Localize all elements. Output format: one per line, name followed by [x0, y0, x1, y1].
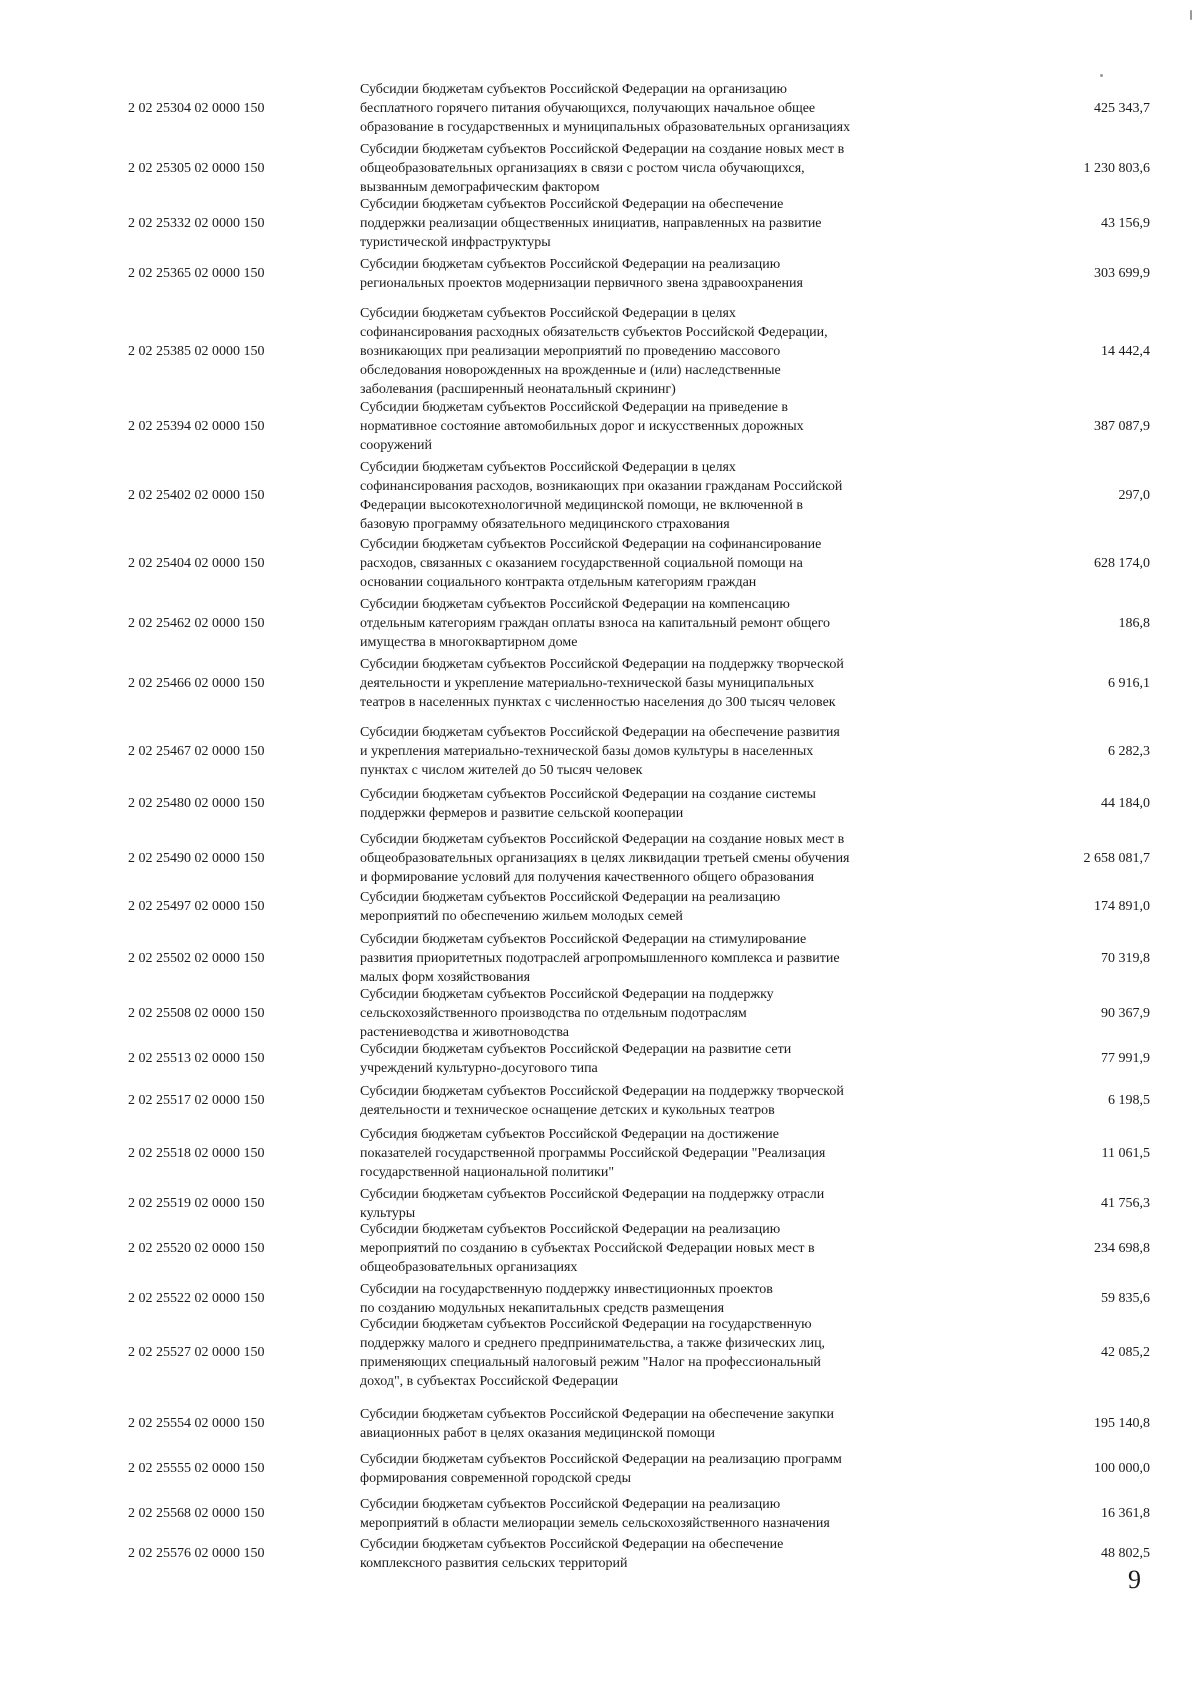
description-line: Субсидии бюджетам субъектов Российской Федерации на приведение в	[360, 400, 789, 415]
subsidy-description	[360, 1535, 940, 1573]
description-line: вызванным демографическим фактором	[360, 180, 600, 195]
amount: 6 282,3	[1108, 743, 1150, 759]
scan-artifact	[1100, 74, 1103, 77]
budget-code: 2 02 25305 02 0000 150	[128, 160, 265, 176]
subsidy-description	[360, 1495, 940, 1533]
table-row	[0, 1125, 1200, 1182]
budget-code: 2 02 25304 02 0000 150	[128, 100, 265, 116]
table-row	[0, 80, 1200, 137]
table-row	[0, 595, 1200, 652]
description-line: заболевания (расширенный неонатальный скрининг)	[360, 382, 676, 397]
budget-code: 2 02 25522 02 0000 150	[128, 1291, 265, 1306]
description-line: Субсидии бюджетам субъектов Российской Федерации на обеспечение	[360, 1537, 784, 1552]
budget-code: 2 02 25497 02 0000 150	[128, 899, 265, 914]
description-line: нормативное состояние автомобильных дорог и искусственных дорожных	[360, 419, 804, 434]
description-line: авиационных работ в целях оказания медицинской помощи	[360, 1426, 716, 1441]
description-line: мероприятий по созданию в субъектах Российской Федерации новых мест в	[360, 1241, 815, 1256]
amount: 297,0	[1118, 488, 1150, 503]
table-row	[0, 1405, 1200, 1443]
description-line: Субсидии бюджетам субъектов Российской Федерации на развитие сети	[360, 1042, 792, 1057]
table-row	[0, 723, 1200, 780]
description-line: основании социального контракта отдельным категориям граждан	[360, 575, 757, 590]
amount: 14 442,4	[1101, 343, 1150, 359]
amount: 303 699,9	[1094, 266, 1150, 281]
description-line: общеобразовательных организациях в целях ликвидации третьей смены обучения	[360, 851, 850, 866]
table-row	[0, 985, 1200, 1042]
description-line: Субсидии бюджетам субъектов Российской Федерации на реализацию	[360, 1497, 781, 1512]
budget-code: 2 02 25554 02 0000 150	[128, 1416, 265, 1431]
description-line: общеобразовательных организациях	[360, 1260, 578, 1275]
subsidy-description	[360, 304, 940, 399]
description-line: Субсидии бюджетам субъектов Российской Федерации на софинансирование	[360, 537, 822, 552]
table-row	[0, 398, 1200, 455]
budget-code: 2 02 25518 02 0000 150	[128, 1145, 265, 1161]
description-line: и укрепления материально-технической базы домов культуры в населенных	[360, 744, 814, 759]
description-line: учреждений культурно-досугового типа	[360, 1061, 598, 1076]
budget-code: 2 02 25527 02 0000 150	[128, 1345, 265, 1360]
description-line: мероприятий в области мелиорации земель сельскохозяйственного назначения	[360, 1516, 830, 1531]
subsidy-description	[360, 830, 940, 887]
table-row	[0, 1315, 1200, 1391]
subsidy-description	[360, 80, 940, 137]
budget-code: 2 02 25502 02 0000 150	[128, 950, 265, 966]
table-row	[0, 930, 1200, 987]
description-line: софинансирования расходов, возникающих при оказании гражданам Российской	[360, 479, 843, 494]
description-line: софинансирования расходных обязательств субъектов Российской Федерации,	[360, 325, 828, 340]
subsidy-description	[360, 1082, 940, 1120]
table-row	[0, 535, 1200, 592]
amount: 48 802,5	[1101, 1546, 1150, 1561]
budget-code: 2 02 25466 02 0000 150	[128, 675, 265, 691]
subsidy-description	[360, 888, 940, 926]
budget-code: 2 02 25576 02 0000 150	[128, 1546, 265, 1561]
description-line: обследования новорожденных на врожденные и (или) наследственные	[360, 363, 781, 378]
table-row	[0, 1535, 1200, 1573]
subsidy-description	[360, 140, 940, 197]
budget-code: 2 02 25520 02 0000 150	[128, 1240, 265, 1256]
subsidy-description	[360, 398, 940, 455]
table-row	[0, 1082, 1200, 1120]
description-line: государственной национальной политики"	[360, 1165, 615, 1180]
subsidy-description	[360, 930, 940, 987]
budget-code: 2 02 25402 02 0000 150	[128, 488, 265, 503]
description-line: Субсидии бюджетам субъектов Российской Федерации на обеспечение развития	[360, 725, 840, 740]
table-row	[0, 1040, 1200, 1078]
description-line: Субсидии бюджетам субъектов Российской Федерации на организацию	[360, 82, 787, 97]
table-row	[0, 655, 1200, 712]
description-line: Субсидии бюджетам субъектов Российской Федерации на компенсацию	[360, 597, 790, 612]
description-line: применяющих специальный налоговый режим "Налог на профессиональный	[360, 1355, 821, 1370]
description-line: Субсидии бюджетам субъектов Российской Федерации в целях	[360, 306, 736, 321]
description-line: Субсидии бюджетам субъектов Российской Федерации на поддержку творческой	[360, 1084, 844, 1099]
description-line: Субсидии на государственную поддержку инвестиционных проектов	[360, 1282, 773, 1297]
amount: 16 361,8	[1101, 1506, 1150, 1521]
description-line: поддержки реализации общественных инициатив, направленных на развитие	[360, 216, 822, 231]
budget-code: 2 02 25555 02 0000 150	[128, 1461, 265, 1476]
table-row	[0, 785, 1200, 823]
description-line: Субсидии бюджетам субъектов Российской Федерации на реализацию	[360, 890, 781, 905]
amount: 174 891,0	[1094, 899, 1150, 914]
description-line: Субсидии бюджетам субъектов Российской Федерации на реализацию	[360, 257, 781, 272]
subsidy-description	[360, 458, 940, 534]
description-line: и формирование условий для получения качественного общего образования	[360, 870, 815, 885]
description-line: театров в населенных пунктах с численностью населения до 300 тысяч человек	[360, 695, 836, 710]
budget-code: 2 02 25519 02 0000 150	[128, 1196, 265, 1211]
page-number: 9	[1128, 1565, 1141, 1594]
description-line: Субсидии бюджетам субъектов Российской Федерации на стимулирование	[360, 932, 807, 947]
budget-code: 2 02 25404 02 0000 150	[128, 555, 265, 571]
description-line: туристической инфраструктуры	[360, 235, 551, 250]
description-line: деятельности и техническое оснащение детских и кукольных театров	[360, 1103, 775, 1118]
description-line: комплексного развития сельских территорий	[360, 1556, 628, 1571]
budget-code: 2 02 25462 02 0000 150	[128, 615, 265, 631]
scan-artifact	[1190, 10, 1192, 20]
description-line: пунктах с числом жителей до 50 тысяч человек	[360, 763, 643, 778]
description-line: Субсидии бюджетам субъектов Российской Федерации в целях	[360, 460, 736, 475]
description-line: сельскохозяйственного производства по отдельным подотраслям	[360, 1006, 747, 1021]
budget-code: 2 02 25480 02 0000 150	[128, 796, 265, 811]
amount: 1 230 803,6	[1083, 160, 1150, 176]
subsidy-description	[360, 1450, 940, 1488]
budget-code: 2 02 25490 02 0000 150	[128, 850, 265, 866]
table-row	[0, 1450, 1200, 1488]
budget-code: 2 02 25513 02 0000 150	[128, 1051, 265, 1066]
description-line: доход", в субъектах Российской Федерации	[360, 1374, 619, 1389]
budget-code: 2 02 25568 02 0000 150	[128, 1506, 265, 1521]
description-line: Субсидии бюджетам субъектов Российской Федерации на поддержку отрасли	[360, 1187, 825, 1202]
description-line: мероприятий по обеспечению жильем молодых семей	[360, 909, 683, 924]
amount: 100 000,0	[1094, 1461, 1150, 1476]
description-line: поддержку малого и среднего предпринимательства, а также физических лиц,	[360, 1336, 826, 1351]
description-line: расходов, связанных с оказанием государственной социальной помощи на	[360, 556, 803, 571]
description-line: Субсидии бюджетам субъектов Российской Федерации на поддержку	[360, 987, 774, 1002]
amount: 2 658 081,7	[1083, 850, 1150, 866]
table-row	[0, 1185, 1200, 1223]
description-line: Субсидии бюджетам субъектов Российской Федерации на государственную	[360, 1317, 812, 1332]
subsidy-description	[360, 1185, 940, 1223]
table-row	[0, 1220, 1200, 1277]
amount: 70 319,8	[1101, 950, 1150, 966]
table-row	[0, 255, 1200, 293]
description-line: возникающих при реализации мероприятий по проведению массового	[360, 344, 781, 359]
budget-code: 2 02 25508 02 0000 150	[128, 1005, 265, 1021]
amount: 387 087,9	[1094, 418, 1150, 434]
description-line: поддержки фермеров и развитие сельской кооперации	[360, 806, 684, 821]
description-line: сооружений	[360, 438, 433, 453]
amount: 234 698,8	[1094, 1240, 1150, 1256]
description-line: Субсидии бюджетам субъектов Российской Федерации на создание системы	[360, 787, 816, 802]
description-line: малых форм хозяйствования	[360, 970, 531, 985]
description-line: Субсидии бюджетам субъектов Российской Федерации на создание новых мест в	[360, 832, 845, 847]
subsidy-description	[360, 195, 940, 252]
budget-code: 2 02 25394 02 0000 150	[128, 418, 265, 434]
amount: 6 916,1	[1108, 675, 1150, 691]
description-line: имущества в многоквартирном доме	[360, 635, 578, 650]
description-line: базовую программу обязательного медицинского страхования	[360, 517, 730, 532]
description-line: Федерации высокотехнологичной медицинской помощи, не включенной в	[360, 498, 803, 513]
description-line: культуры	[360, 1206, 416, 1221]
description-line: отдельным категориям граждан оплаты взноса на капитальный ремонт общего	[360, 616, 830, 631]
amount: 90 367,9	[1101, 1005, 1150, 1021]
budget-code: 2 02 25517 02 0000 150	[128, 1093, 265, 1108]
amount: 77 991,9	[1101, 1051, 1150, 1066]
description-line: образование в государственных и муниципальных образовательных организациях	[360, 120, 851, 135]
description-line: по созданию модульных некапитальных средств размещения	[360, 1301, 725, 1316]
subsidy-description	[360, 1405, 940, 1443]
budget-code: 2 02 25365 02 0000 150	[128, 266, 265, 281]
description-line: деятельности и укрепление материально-технической базы муниципальных	[360, 676, 815, 691]
subsidy-description	[360, 595, 940, 652]
description-line: региональных проектов модернизации первичного звена здравоохранения	[360, 276, 803, 291]
amount: 195 140,8	[1094, 1416, 1150, 1431]
description-line: растениеводства и животноводства	[360, 1025, 569, 1040]
amount: 425 343,7	[1094, 100, 1150, 116]
amount: 44 184,0	[1101, 796, 1150, 811]
description-line: бесплатного горячего питания обучающихся, получающих начальное общее	[360, 101, 816, 116]
description-line: Субсидии бюджетам субъектов Российской Федерации на создание новых мест в	[360, 142, 845, 157]
amount: 628 174,0	[1094, 555, 1150, 571]
budget-code: 2 02 25385 02 0000 150	[128, 343, 265, 359]
table-row	[0, 1495, 1200, 1533]
budget-code: 2 02 25467 02 0000 150	[128, 743, 265, 759]
table-row	[0, 304, 1200, 399]
budget-code: 2 02 25332 02 0000 150	[128, 215, 265, 231]
subsidy-description	[360, 1280, 940, 1318]
description-line: Субсидия бюджетам субъектов Российской Федерации на достижение	[360, 1127, 779, 1142]
subsidy-description	[360, 1315, 940, 1391]
table-row	[0, 195, 1200, 252]
amount: 42 085,2	[1101, 1345, 1150, 1360]
table-row	[0, 458, 1200, 534]
table-row	[0, 140, 1200, 197]
table-row	[0, 1280, 1200, 1318]
description-line: развития приоритетных подотраслей агропромышленного комплекса и развитие	[360, 951, 840, 966]
amount: 11 061,5	[1101, 1145, 1150, 1161]
subsidy-description	[360, 723, 940, 780]
table-row	[0, 888, 1200, 926]
amount: 186,8	[1118, 615, 1150, 631]
subsidy-description	[360, 1220, 940, 1277]
table-row	[0, 830, 1200, 887]
subsidy-description	[360, 655, 940, 712]
subsidy-description	[360, 1040, 940, 1078]
description-line: Субсидии бюджетам субъектов Российской Федерации на реализацию программ	[360, 1452, 842, 1467]
description-line: общеобразовательных организациях в связи с ростом числа обучающихся,	[360, 161, 805, 176]
amount: 43 156,9	[1101, 215, 1150, 231]
amount: 41 756,3	[1101, 1196, 1150, 1211]
amount: 6 198,5	[1108, 1093, 1150, 1108]
subsidy-description	[360, 1125, 940, 1182]
description-line: Субсидии бюджетам субъектов Российской Федерации на обеспечение закупки	[360, 1407, 835, 1422]
subsidy-description	[360, 255, 940, 293]
amount: 59 835,6	[1101, 1291, 1150, 1306]
description-line: Субсидии бюджетам субъектов Российской Федерации на поддержку творческой	[360, 657, 844, 672]
subsidy-description	[360, 785, 940, 823]
description-line: Субсидии бюджетам субъектов Российской Федерации на реализацию	[360, 1222, 781, 1237]
description-line: Субсидии бюджетам субъектов Российской Федерации на обеспечение	[360, 197, 784, 212]
description-line: формирования современной городской среды	[360, 1471, 632, 1486]
subsidy-description	[360, 985, 940, 1042]
subsidy-description	[360, 535, 940, 592]
description-line: показателей государственной программы Российской Федерации "Реализация	[360, 1146, 826, 1161]
